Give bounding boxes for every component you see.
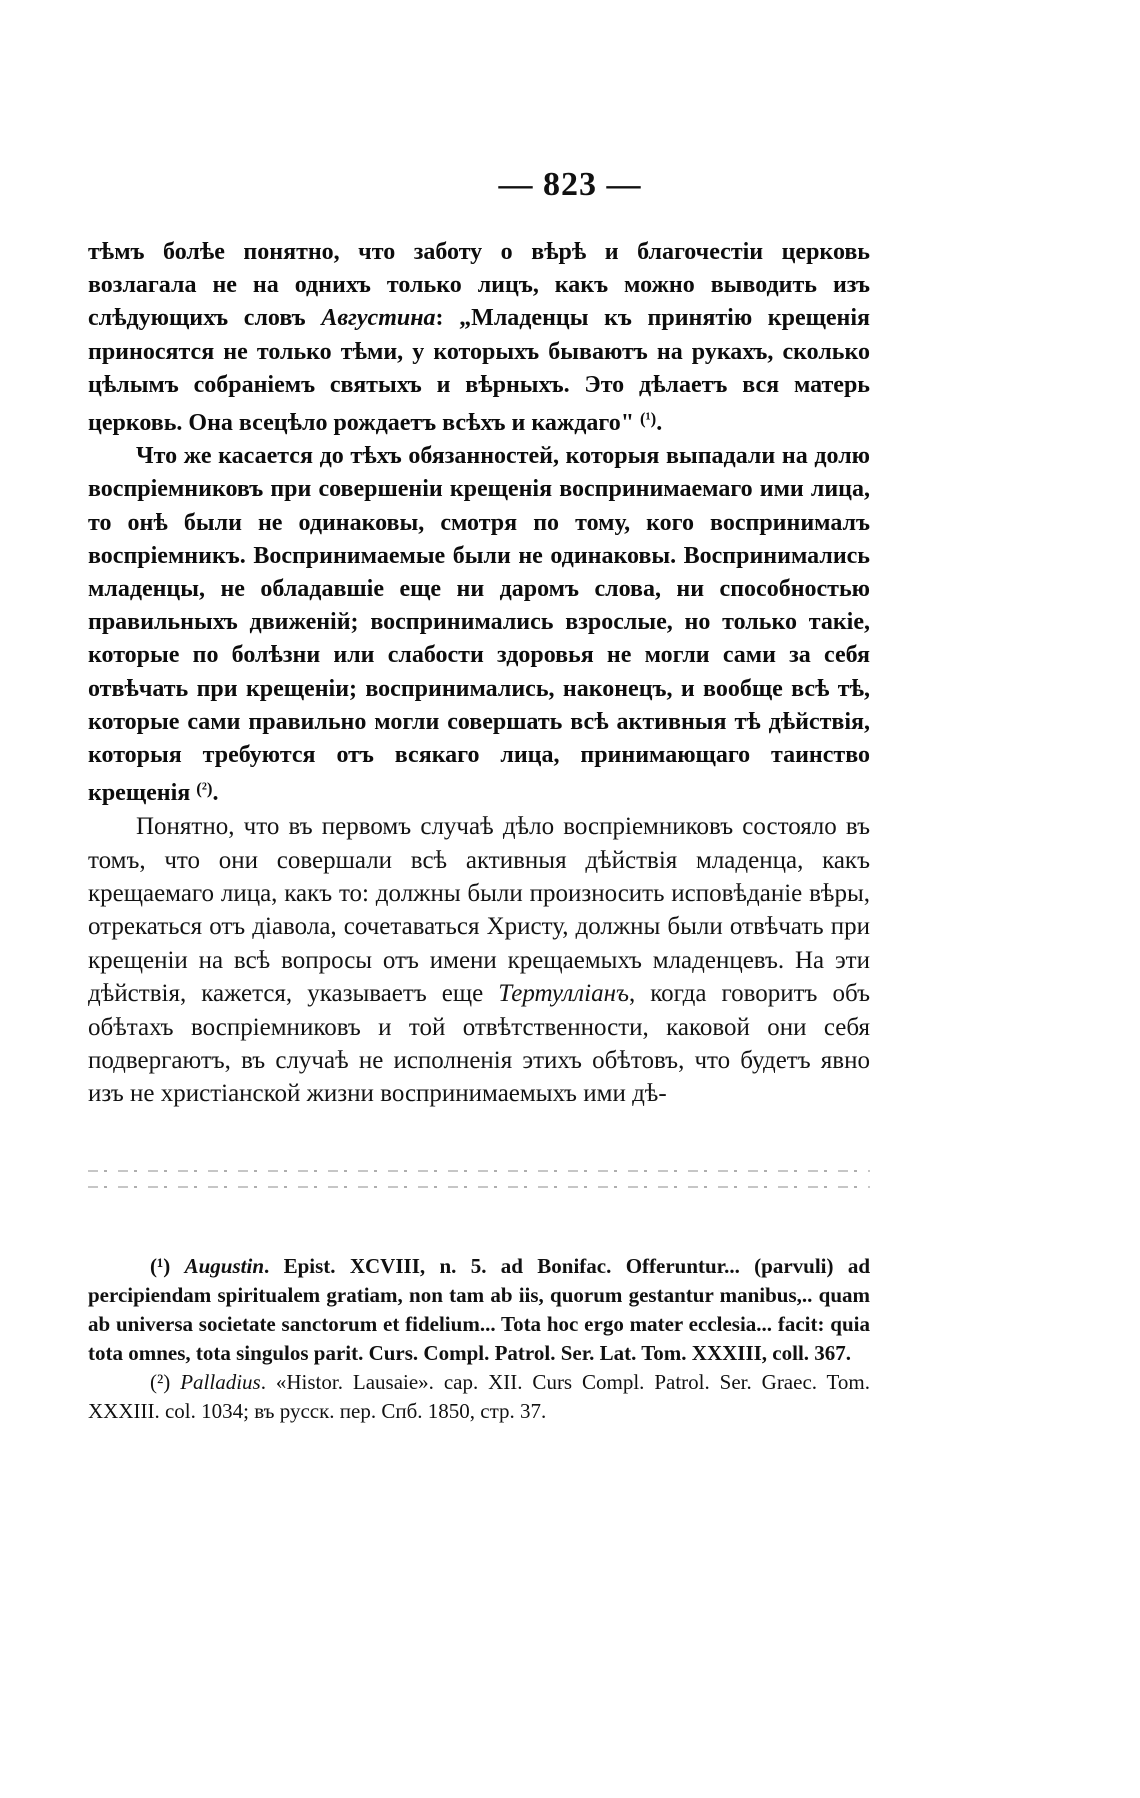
paragraph-2-end: . — [212, 780, 219, 806]
footnote-1-mark: (¹) — [150, 1254, 171, 1278]
bleed-through-noise — [88, 1156, 870, 1228]
bleed-through-line — [88, 1186, 870, 1188]
page-number: — 823 — — [498, 166, 642, 203]
main-text — [88, 236, 870, 1111]
paragraph-3-rest: , когда говоритъ объ обѣтахъ воспріемниковъ и той отвѣтственности, каковой они себя подвергаютъ, въ случаѣ не исполненія этихъ обѣтовъ, что будетъ явно изъ не христіанской жизни воспринимаемыхъ ими дѣ- — [88, 980, 870, 1108]
paragraph-3 — [88, 810, 870, 1111]
footnotes — [88, 1252, 870, 1426]
paragraph-3-text: Понятно, что въ первомъ случаѣ дѣло воспріемниковъ состояло въ томъ, что они совершали всѣ активныя дѣйствія младенца, какъ крещаемаго лица, какъ то: должны были произносить исповѣданіе вѣры, отрекаться отъ діавола, сочетаваться Христу, должны были отвѣчать при крещеніи на всѣ вопросы отъ имени крещаемыхъ младенцевъ. На эти дѣйствія, кажется, указываетъ еще — [88, 813, 870, 1008]
paragraph-1-end: . — [656, 409, 663, 436]
paragraph-1 — [88, 236, 870, 440]
paragraph-2 — [88, 440, 870, 810]
footnote-ref-1[interactable]: (¹) — [640, 409, 657, 429]
paragraph-1-text: тѣмъ болѣе понятно, что заботу о вѣрѣ и благочестіи церковь возлагала не на однихъ только лицъ, какъ можно выводить изъ слѣдующихъ словъ — [88, 239, 870, 332]
footnote-1-text: . Epist. XCVIII, n. 5. ad Bonifac. Offeruntur... (parvuli) ad percipiendam spiritualem gratiam, non tam ab iis, quorum gestantur manibus,.. quam ab universa societate sanctorum et fidelium... Tota hoc ergo mater ecclesia... facit: quia tota omnes, tota singulos parit. Curs. Compl. Patrol. Ser. Lat. Tom. XXXIII, coll. 367. — [88, 1254, 870, 1365]
footnote-ref-2[interactable]: (²) — [196, 779, 213, 799]
paragraph-2-text: Что же касается до тѣхъ обязанностей, которыя выпадали на долю воспріемниковъ при совершеніи крещенія воспринимаемаго ими лица, то онѣ были не одинаковы, смотря по тому, кого воспринималъ воспріемникъ. Воспринимаемые были не одинаковы. Воспринимались младенцы, не обладавшіе еще ни даромъ слова, ни способностью правильныхъ движеній; воспринимались взрослые, но только такіе, которые по болѣзни или слабости здоровья не могли сами за себя отвѣчать при крещеніи; воспринимались, наконецъ, и вообще всѣ тѣ, которые сами правильно могли совершать всѣ активныя тѣ дѣйствія, которыя требуются отъ всякаго лица, принимающаго таинство крещенія — [88, 443, 870, 806]
footnote-2-author: Palladius — [180, 1370, 261, 1394]
footnote-2-mark: (²) — [150, 1370, 171, 1394]
footnote-2-text: . «Histor. Lausaie». cap. XII. Curs Compl. Patrol. Ser. Graec. Tom. XXXIII. col. 1034; въ русск. пер. Спб. 1850, стр. 37. — [88, 1370, 870, 1423]
footnote-1 — [88, 1252, 870, 1368]
paragraph-3-author: Тертулліанъ — [498, 980, 629, 1008]
footnote-2 — [88, 1368, 870, 1426]
bleed-through-line — [88, 1170, 870, 1172]
footnote-1-author: Augustin — [184, 1254, 265, 1278]
paragraph-1-quote: : „Младенцы къ принятію крещенія приносятся не только тѣми, у которыхъ бываютъ на рукахъ, сколько цѣлымъ собраніемъ святыхъ и вѣрныхъ. Это дѣлаетъ вся матерь церковь. Она всецѣло рождаетъ всѣхъ и каждаго" — [88, 305, 871, 436]
paragraph-1-author: Августина — [321, 305, 436, 332]
